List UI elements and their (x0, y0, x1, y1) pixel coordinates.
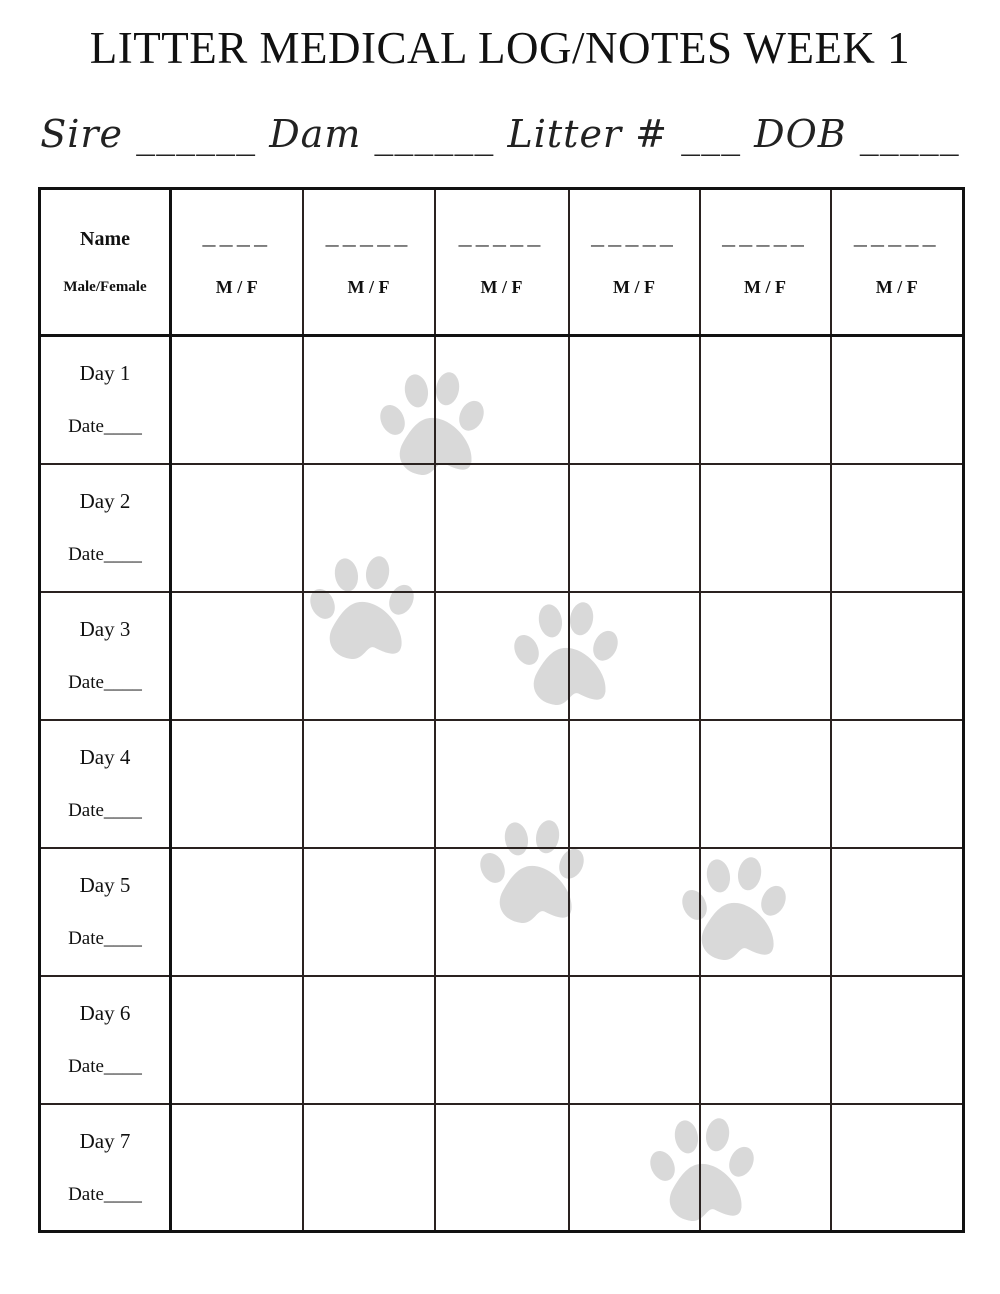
log-cell[interactable] (303, 464, 435, 592)
log-cell[interactable] (435, 336, 569, 464)
pup-header-cell[interactable] (831, 189, 964, 336)
log-cell[interactable] (569, 976, 700, 1104)
litter-info-line: Sire ______ Dam ______ Litter # ___ DOB _____ (40, 112, 960, 156)
day-row (40, 976, 964, 1104)
pup-sex-option: M / F (613, 277, 655, 297)
log-cell[interactable] (569, 592, 700, 720)
log-cell[interactable] (700, 976, 831, 1104)
pup-header-cell[interactable] (171, 189, 303, 336)
log-cell[interactable] (700, 336, 831, 464)
log-cell[interactable] (700, 464, 831, 592)
date-blank: Date____ (68, 800, 142, 821)
day-label: Day 2 (79, 489, 131, 513)
log-cell[interactable] (171, 848, 303, 976)
day-label-cell (40, 1104, 171, 1232)
date-blank: Date____ (68, 928, 142, 949)
log-cell[interactable] (435, 464, 569, 592)
log-cell[interactable] (831, 592, 964, 720)
medical-log-table-wrapper (38, 187, 962, 1228)
log-cell[interactable] (700, 848, 831, 976)
day-row (40, 592, 964, 720)
date-blank: Date____ (68, 544, 142, 565)
log-cell[interactable] (171, 336, 303, 464)
pup-name-blank: _____ (458, 226, 545, 251)
log-cell[interactable] (303, 848, 435, 976)
log-cell[interactable] (700, 1104, 831, 1232)
day-row (40, 1104, 964, 1232)
log-cell[interactable] (569, 848, 700, 976)
name-label: Name (80, 228, 130, 250)
date-blank: Date____ (68, 416, 142, 438)
log-cell[interactable] (303, 976, 435, 1104)
log-cell[interactable] (171, 976, 303, 1104)
pup-name-blank: ____ (202, 226, 272, 251)
log-cell[interactable] (303, 720, 435, 848)
pup-name-blank: _____ (590, 226, 677, 251)
log-cell[interactable] (303, 336, 435, 464)
pup-sex-option: M / F (480, 277, 523, 297)
day-label-cell (40, 720, 171, 848)
log-cell[interactable] (831, 336, 964, 464)
log-cell[interactable] (435, 592, 569, 720)
day-row (40, 848, 964, 976)
day-label-cell (40, 848, 171, 976)
day-label: Day 7 (79, 1128, 131, 1153)
log-cell[interactable] (700, 592, 831, 720)
log-cell[interactable] (831, 848, 964, 976)
pup-header-cell[interactable] (435, 189, 569, 336)
day-label: Day 6 (79, 1001, 131, 1025)
log-cell[interactable] (171, 720, 303, 848)
medical-log-table (38, 187, 965, 1233)
log-cell[interactable] (831, 720, 964, 848)
log-cell[interactable] (831, 464, 964, 592)
date-blank: Date____ (68, 1183, 142, 1205)
log-cell[interactable] (303, 592, 435, 720)
pup-header-cell[interactable] (569, 189, 700, 336)
sex-label: Male/Female (63, 279, 147, 295)
log-cell[interactable] (435, 976, 569, 1104)
log-cell[interactable] (435, 848, 569, 976)
day-label-cell (40, 336, 171, 464)
day-label: Day 3 (79, 617, 131, 641)
date-blank: Date____ (68, 672, 142, 693)
pup-sex-option: M / F (875, 277, 918, 297)
day-row (40, 720, 964, 848)
day-row (40, 464, 964, 592)
day-label-cell (40, 976, 171, 1104)
day-row (40, 336, 964, 464)
pup-sex-option: M / F (744, 277, 786, 297)
log-cell[interactable] (303, 1104, 435, 1232)
log-cell[interactable] (569, 464, 700, 592)
log-cell[interactable] (831, 1104, 964, 1232)
pup-header-cell[interactable] (303, 189, 435, 336)
pup-name-blank: _____ (721, 226, 808, 251)
log-cell[interactable] (569, 720, 700, 848)
day-label-cell (40, 464, 171, 592)
log-cell[interactable] (569, 1104, 700, 1232)
date-blank: Date____ (68, 1056, 142, 1077)
header-row (40, 189, 964, 336)
page-title: LITTER MEDICAL LOG/NOTES WEEK 1 (89, 23, 911, 73)
log-cell[interactable] (569, 336, 700, 464)
day-label-cell (40, 592, 171, 720)
log-cell[interactable] (700, 720, 831, 848)
log-cell[interactable] (831, 976, 964, 1104)
pup-sex-option: M / F (347, 277, 390, 297)
day-label: Day 5 (79, 873, 131, 897)
log-cell[interactable] (171, 592, 303, 720)
pup-header-cell[interactable] (700, 189, 831, 336)
log-cell[interactable] (171, 464, 303, 592)
name-header-cell (40, 189, 171, 336)
log-cell[interactable] (435, 1104, 569, 1232)
pup-name-blank: _____ (325, 226, 412, 251)
pup-name-blank: _____ (853, 226, 940, 251)
log-cell[interactable] (171, 1104, 303, 1232)
pup-sex-option: M / F (215, 277, 258, 297)
log-cell[interactable] (435, 720, 569, 848)
day-label: Day 4 (79, 745, 131, 769)
day-label: Day 1 (79, 361, 131, 386)
